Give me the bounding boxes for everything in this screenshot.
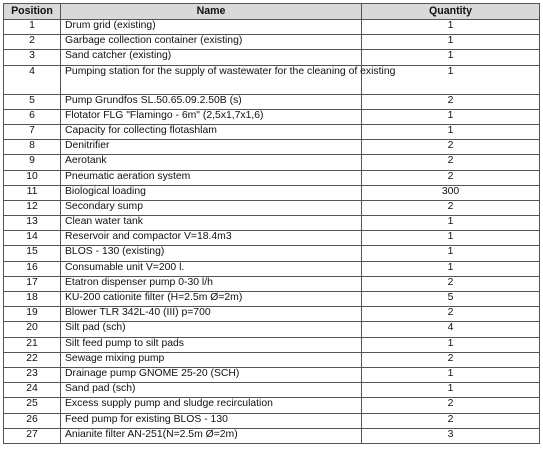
table-row: [4, 200, 540, 215]
table-row: [4, 124, 540, 139]
position-cell: 12: [4, 200, 61, 215]
position-cell: 17: [4, 276, 61, 291]
quantity-cell: 1: [362, 35, 540, 50]
quantity-cell: 1: [362, 383, 540, 398]
quantity-cell: 1: [362, 65, 540, 94]
table-row: [4, 170, 540, 185]
name-cell: Pumping station for the supply of wastewater for the cleaning of existing: [61, 65, 362, 94]
quantity-cell: 1: [362, 261, 540, 276]
position-cell: 25: [4, 398, 61, 413]
position-cell: 7: [4, 124, 61, 139]
name-cell: Etatron dispenser pump 0-30 l/h: [61, 276, 362, 291]
name-cell: Flotator FLG "Flamingo - 6m" (2,5x1,7x1,6): [61, 109, 362, 124]
table-row: [4, 185, 540, 200]
name-cell: BLOS - 130 (existing): [61, 246, 362, 261]
quantity-cell: 5: [362, 292, 540, 307]
position-cell: 11: [4, 185, 61, 200]
table-row: [4, 94, 540, 109]
table-row: [4, 307, 540, 322]
table-row: [4, 398, 540, 413]
name-cell: Denitrifier: [61, 140, 362, 155]
table-row: [4, 50, 540, 65]
quantity-cell: 1: [362, 109, 540, 124]
table-row: [4, 383, 540, 398]
table-row: [4, 65, 540, 94]
position-cell: 13: [4, 216, 61, 231]
header-name: Name: [61, 4, 362, 20]
quantity-cell: 2: [362, 352, 540, 367]
quantity-cell: 1: [362, 246, 540, 261]
name-cell: Capacity for collecting flotashlam: [61, 124, 362, 139]
table-row: [4, 140, 540, 155]
name-cell: Sand pad (sch): [61, 383, 362, 398]
table-row: [4, 413, 540, 428]
name-cell: KU-200 cationite filter (H=2.5m Ø=2m): [61, 292, 362, 307]
position-cell: 24: [4, 383, 61, 398]
quantity-cell: 2: [362, 140, 540, 155]
position-cell: 8: [4, 140, 61, 155]
name-cell: Blower TLR 342L-40 (III) p=700: [61, 307, 362, 322]
position-cell: 21: [4, 337, 61, 352]
name-cell: Sand catcher (existing): [61, 50, 362, 65]
quantity-cell: 2: [362, 155, 540, 170]
quantity-cell: 2: [362, 170, 540, 185]
table-row: [4, 216, 540, 231]
position-cell: 4: [4, 65, 61, 94]
quantity-cell: 1: [362, 216, 540, 231]
name-cell: Pneumatic aeration system: [61, 170, 362, 185]
quantity-cell: 1: [362, 231, 540, 246]
quantity-cell: 2: [362, 413, 540, 428]
position-cell: 18: [4, 292, 61, 307]
quantity-cell: 1: [362, 50, 540, 65]
position-cell: 10: [4, 170, 61, 185]
position-cell: 19: [4, 307, 61, 322]
quantity-cell: 300: [362, 185, 540, 200]
name-cell: Reservoir and compactor V=18.4m3: [61, 231, 362, 246]
position-cell: 6: [4, 109, 61, 124]
name-cell: Drum grid (existing): [61, 20, 362, 35]
quantity-cell: 3: [362, 428, 540, 443]
quantity-cell: 2: [362, 276, 540, 291]
position-cell: 22: [4, 352, 61, 367]
table-body: [4, 20, 540, 444]
name-cell: Biological loading: [61, 185, 362, 200]
name-cell: Secondary sump: [61, 200, 362, 215]
table-row: [4, 35, 540, 50]
name-cell: Pump Grundfos SL.50.65.09.2.50B (s): [61, 94, 362, 109]
table-row: [4, 322, 540, 337]
table-row: [4, 337, 540, 352]
position-cell: 1: [4, 20, 61, 35]
table-row: [4, 276, 540, 291]
table-row: [4, 352, 540, 367]
name-cell: Consumable unit V=200 l.: [61, 261, 362, 276]
table-row: [4, 261, 540, 276]
table-row: [4, 20, 540, 35]
position-cell: 23: [4, 367, 61, 382]
quantity-cell: 1: [362, 20, 540, 35]
position-cell: 15: [4, 246, 61, 261]
quantity-cell: 1: [362, 337, 540, 352]
name-cell: Silt feed pump to silt pads: [61, 337, 362, 352]
name-cell: Anianite filter AN-251(N=2.5m Ø=2m): [61, 428, 362, 443]
header-quantity: Quantity: [362, 4, 540, 20]
name-cell: Silt pad (sch): [61, 322, 362, 337]
table-row: [4, 292, 540, 307]
position-cell: 5: [4, 94, 61, 109]
equipment-table: [3, 3, 540, 444]
header-position: Position: [4, 4, 61, 20]
name-cell: Garbage collection container (existing): [61, 35, 362, 50]
quantity-cell: 2: [362, 398, 540, 413]
table-row: [4, 231, 540, 246]
table-row: [4, 155, 540, 170]
table-row: [4, 109, 540, 124]
quantity-cell: 1: [362, 124, 540, 139]
name-cell: Drainage pump GNOME 25-20 (SCH): [61, 367, 362, 382]
name-cell: Feed pump for existing BLOS - 130: [61, 413, 362, 428]
position-cell: 3: [4, 50, 61, 65]
quantity-cell: 2: [362, 307, 540, 322]
name-cell: Sewage mixing pump: [61, 352, 362, 367]
position-cell: 14: [4, 231, 61, 246]
quantity-cell: 2: [362, 200, 540, 215]
position-cell: 26: [4, 413, 61, 428]
table-row: [4, 246, 540, 261]
position-cell: 2: [4, 35, 61, 50]
name-cell: Excess supply pump and sludge recirculation: [61, 398, 362, 413]
position-cell: 16: [4, 261, 61, 276]
position-cell: 20: [4, 322, 61, 337]
quantity-cell: 4: [362, 322, 540, 337]
name-cell: Clean water tank: [61, 216, 362, 231]
position-cell: 27: [4, 428, 61, 443]
table-row: [4, 367, 540, 382]
table-header: [4, 4, 540, 20]
table-row: [4, 428, 540, 443]
name-cell: Aerotank: [61, 155, 362, 170]
quantity-cell: 1: [362, 367, 540, 382]
quantity-cell: 2: [362, 94, 540, 109]
header-row: [4, 4, 540, 20]
position-cell: 9: [4, 155, 61, 170]
